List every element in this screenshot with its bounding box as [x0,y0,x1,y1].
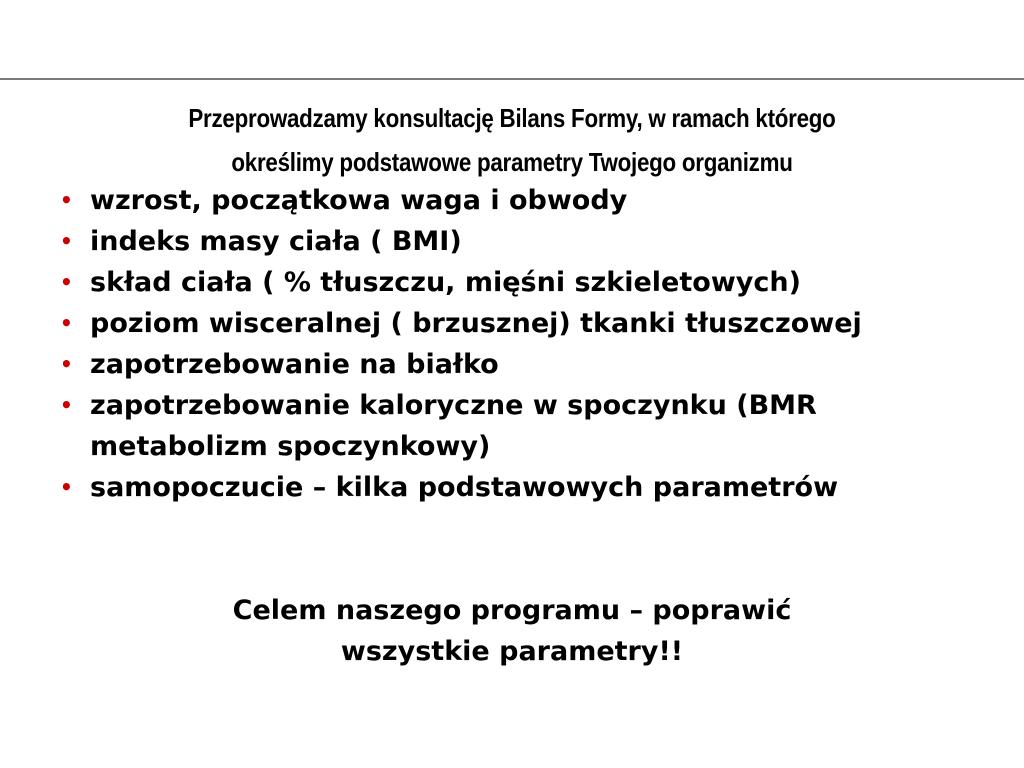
list-item-text: indeks masy ciała ( BMI) [90,226,462,257]
slide-heading [106,96,918,184]
bullet-icon: • [60,188,73,212]
list-item [58,221,988,262]
top-divider [0,78,1024,80]
list-item [58,262,988,303]
closing-statement [112,590,912,672]
bullet-icon: • [60,311,73,335]
list-item [58,467,988,508]
list-item-text: skład ciała ( % tłuszczu, mięśni szkieletowych) [90,267,801,298]
heading-line-2: określimy podstawowe parametry Twojego organizmu [231,147,793,177]
bullet-icon: • [60,393,73,417]
list-item-text: wzrost, początkowa waga i obwody [90,185,628,216]
list-item [58,180,988,221]
closing-line-1: Celem naszego programu – poprawić [232,595,792,626]
list-item-text: zapotrzebowanie kaloryczne w spoczynku (BMR metabolizm spoczynkowy) [90,390,817,462]
bullet-icon: • [60,352,73,376]
bullet-icon: • [60,270,73,294]
parameter-list [58,180,988,508]
bullet-icon: • [60,229,73,253]
heading-line-1: Przeprowadzamy konsultację Bilans Formy, w ramach którego [188,103,836,133]
list-item-text: samopoczucie – kilka podstawowych parametrów [90,472,839,503]
list-item-text: zapotrzebowanie na białko [90,349,499,380]
bullet-icon: • [60,475,73,499]
list-item [58,303,988,344]
list-item [58,385,988,467]
closing-line-2: wszystkie parametry!! [340,636,684,667]
list-item [58,344,988,385]
list-item-text: poziom wisceralnej ( brzusznej) tkanki tłuszczowej [90,308,862,339]
